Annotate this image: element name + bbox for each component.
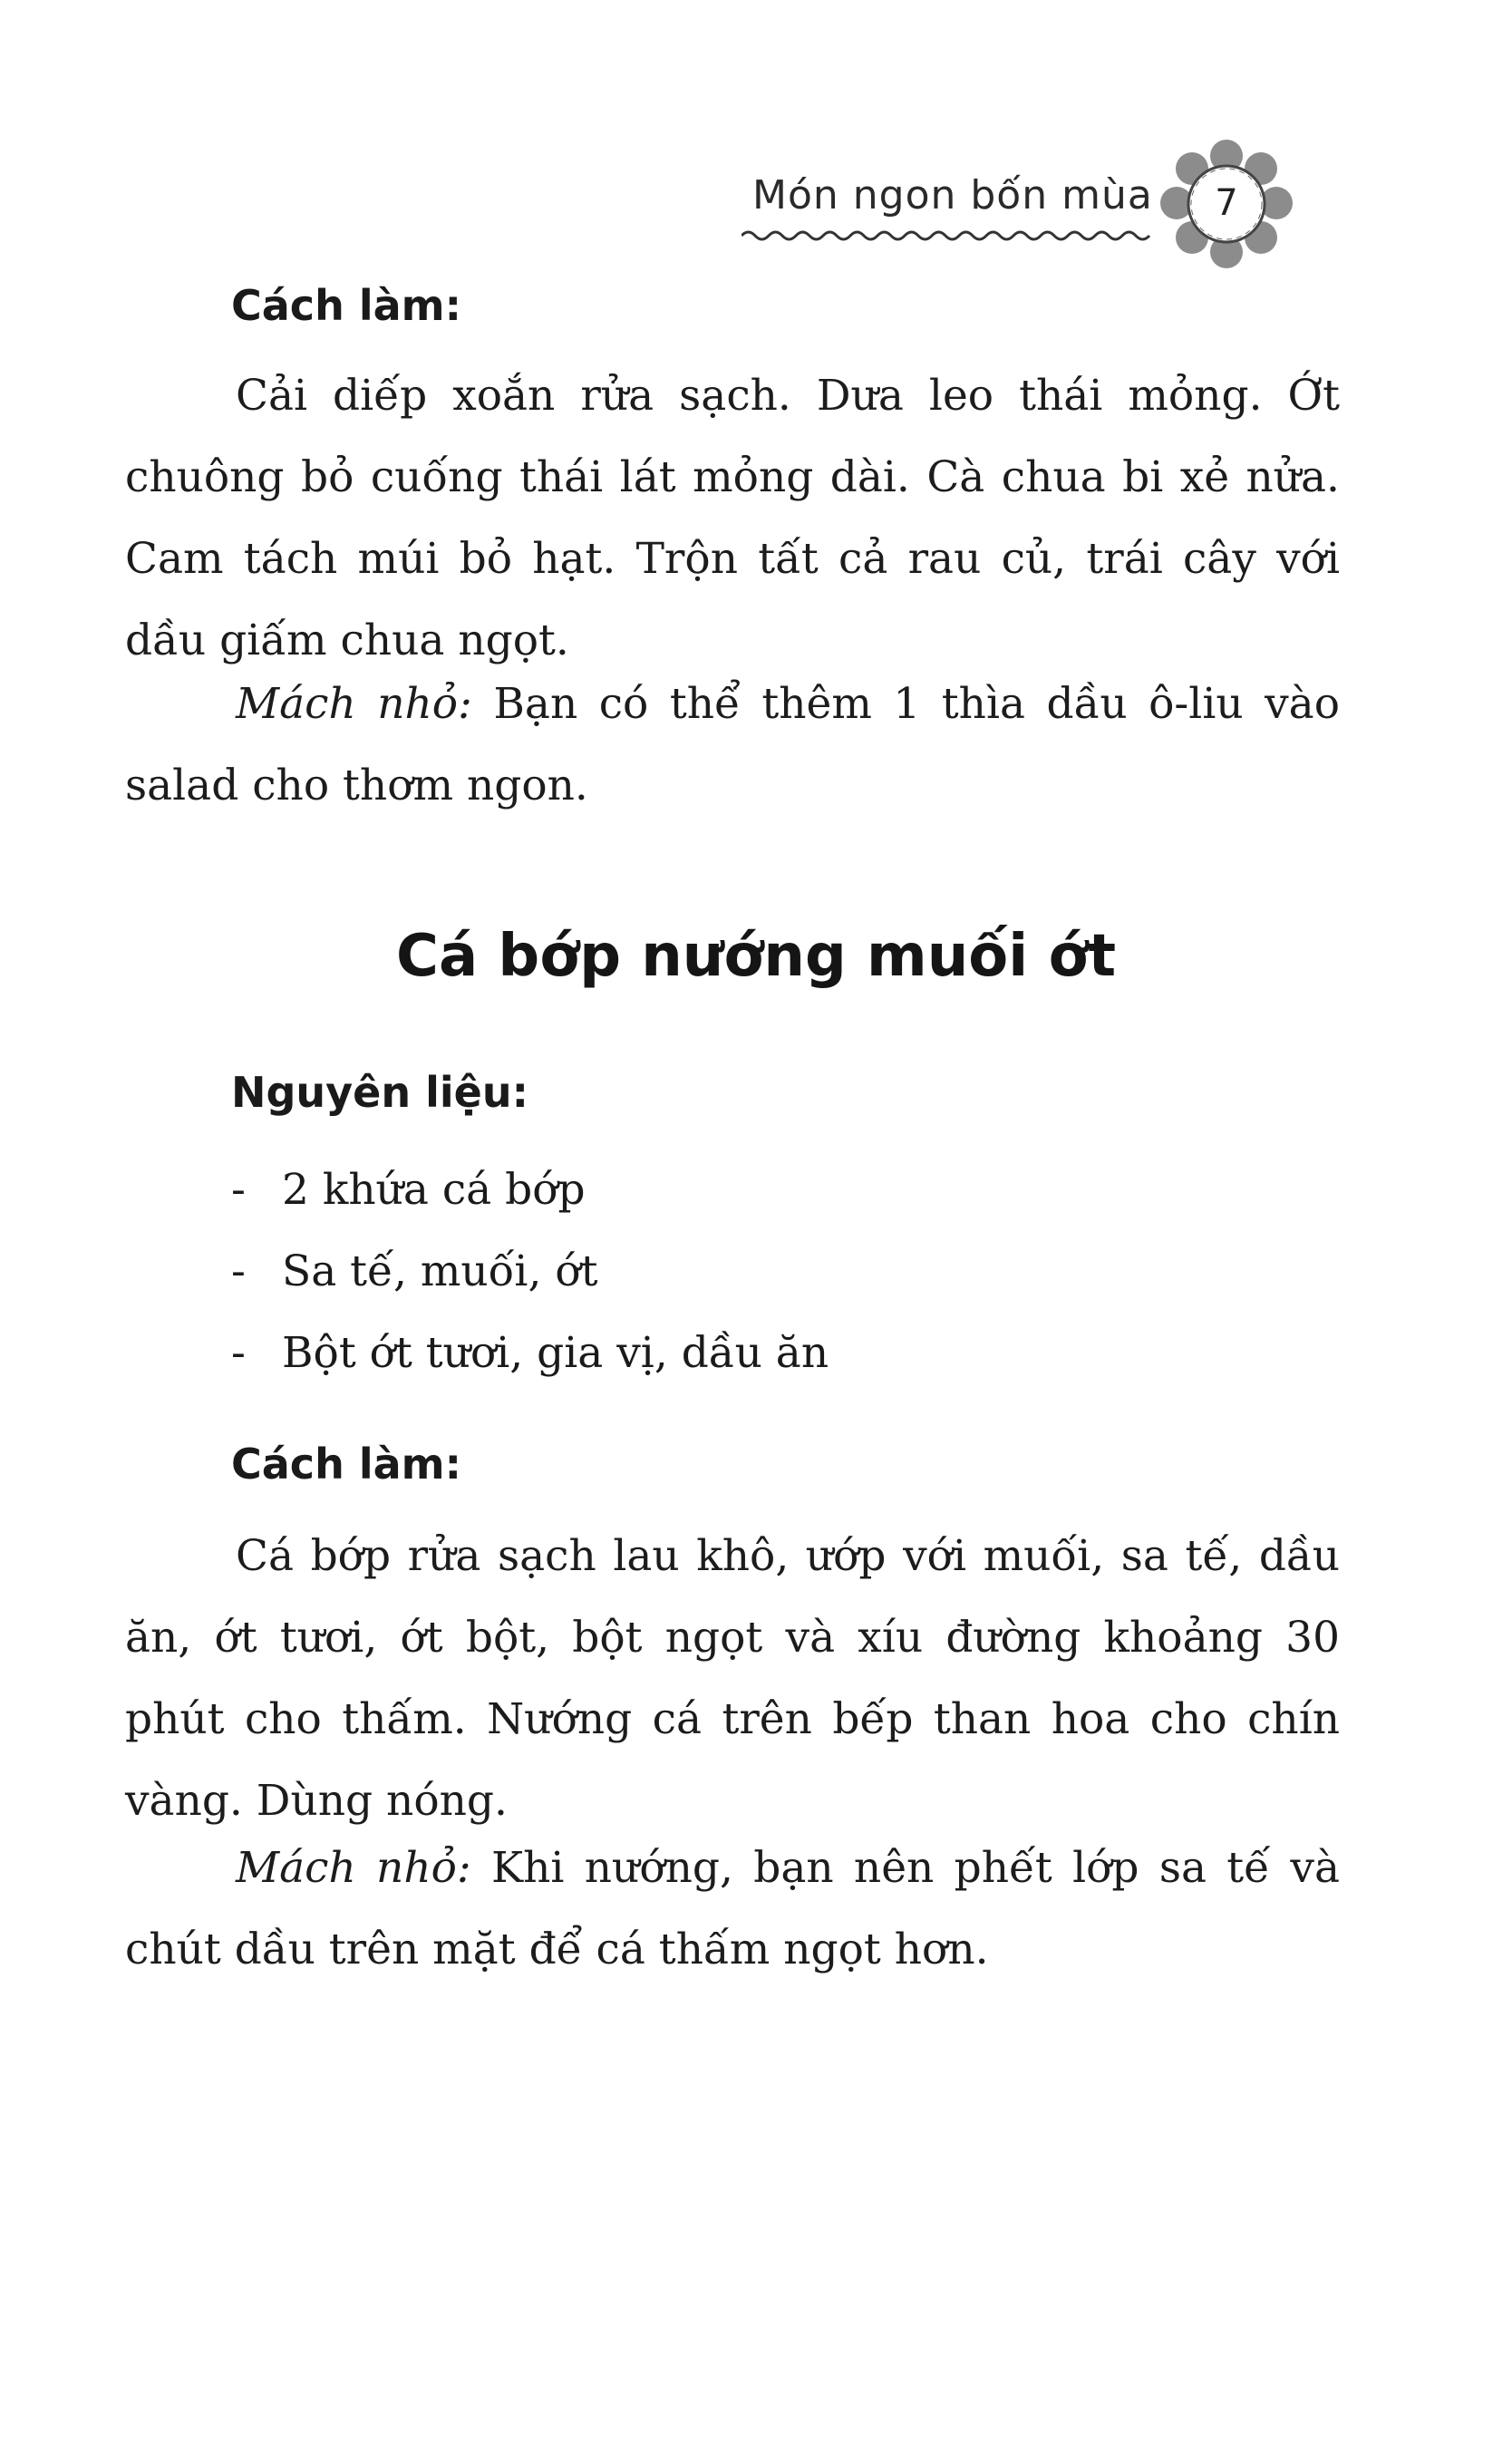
method-heading: Cách làm: xyxy=(231,281,461,330)
tip-text: Bạn có thể thêm 1 thìa dầu ô-liu vào salad cho thơm ngon. xyxy=(125,679,1340,810)
ingredients-heading: Nguyên liệu: xyxy=(231,1068,528,1117)
list-item xyxy=(231,1313,829,1394)
tip-label: Mách nhỏ: xyxy=(236,679,472,729)
list-bullet: - xyxy=(231,1246,246,1296)
ingredient-text: Bột ớt tươi, gia vị, dầu ăn xyxy=(282,1328,829,1378)
method-heading: Cách làm: xyxy=(231,1440,461,1489)
ingredient-list xyxy=(231,1149,829,1394)
ingredient-text: 2 khứa cá bớp xyxy=(282,1165,586,1215)
method-paragraph: Cá bớp rửa sạch lau khô, ướp với muối, sa tế, dầu ăn, ớt tươi, ớt bột, bột ngọt và xíu đường khoảng 30 phút cho thấm. Nướng cá trên bếp than hoa cho chín vàng. Dùng nóng. xyxy=(125,1531,1340,1826)
method-paragraph: Cải diếp xoắn rửa sạch. Dưa leo thái mỏng. Ớt chuông bỏ cuống thái lát mỏng dài. Cà chua bi xẻ nửa. Cam tách múi bỏ hạt. Trộn tất cả rau củ, trái cây với dầu giấm chua ngọt. xyxy=(125,371,1340,665)
running-title: Món ngon bốn mùa xyxy=(752,172,1153,218)
list-bullet: - xyxy=(231,1165,246,1215)
list-item xyxy=(231,1231,829,1313)
tip-paragraph xyxy=(125,1828,1340,1991)
wavy-underline xyxy=(741,227,1158,245)
tip-label: Mách nhỏ: xyxy=(236,1843,471,1893)
tip-text: Khi nướng, bạn nên phết lớp sa tế và chút dầu trên mặt để cá thấm ngọt hơn. xyxy=(125,1843,1340,1974)
running-header xyxy=(734,136,1314,272)
page-number: 7 xyxy=(1215,182,1238,224)
list-bullet: - xyxy=(231,1328,246,1378)
ingredient-text: Sa tế, muối, ớt xyxy=(282,1246,598,1296)
recipe-title: Cá bớp nướng muối ớt xyxy=(395,923,1117,990)
list-item xyxy=(231,1149,829,1231)
tip-paragraph xyxy=(125,664,1340,827)
